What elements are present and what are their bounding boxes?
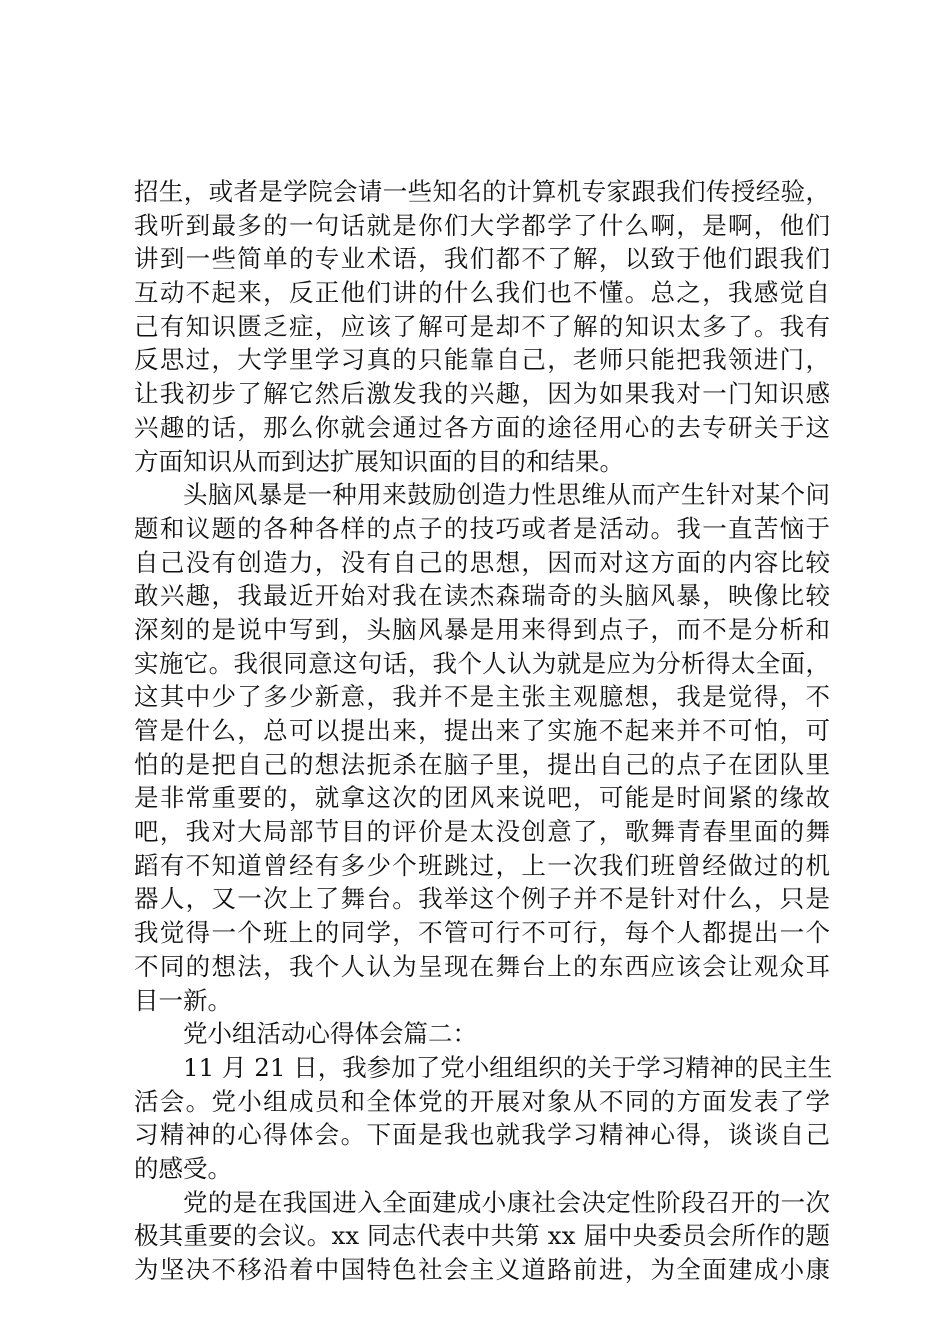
paragraph-line: 习精神的心得体会。下面是我也就我学习精神心得，谈谈自己 bbox=[134, 1120, 830, 1150]
paragraph-line: 目一新。 bbox=[134, 985, 232, 1015]
paragraph-line: 管是什么，总可以提出来，提出来了实施不起来并不可怕，可 bbox=[134, 716, 830, 745]
paragraph-line: 兴趣的话，那么你就会通过各方面的途径用心的去专研关于这 bbox=[134, 412, 830, 442]
paragraph-line: 自己没有创造力，没有自己的思想，因而对这方面的内容比较 bbox=[134, 547, 830, 577]
paragraph-line: 己有知识匮乏症，应该了解可是却不了解的知识太多了。我有 bbox=[134, 311, 830, 341]
paragraph-line: 我觉得一个班上的同学，不管可行不可行，每个人都提出一个 bbox=[134, 918, 830, 948]
paragraph-line: 深刻的是说中写到，头脑风暴是用来得到点子，而不是分析和 bbox=[134, 614, 830, 644]
paragraph-line: 极其重要的会议。xx 同志代表中共第 xx 届中央委员会所作的题 bbox=[134, 1221, 830, 1251]
paragraph-line: 这其中少了多少新意，我并不是主张主观臆想，我是觉得，不 bbox=[134, 682, 830, 712]
paragraph-line: 怕的是把自己的想法扼杀在脑子里，提出自己的点子在团队里 bbox=[134, 749, 830, 779]
paragraph-line: 我听到最多的一句话就是你们大学都学了什么啊，是啊，他们 bbox=[134, 210, 830, 240]
paragraph-line: 敢兴趣，我最近开始对我在读杰森瑞奇的头脑风暴，映像比较 bbox=[134, 581, 830, 611]
paragraph-line: 方面知识从而到达扩展知识面的目的和结果。 bbox=[134, 446, 624, 476]
paragraph-line: 是非常重要的，就拿这次的团风来说吧，可能是时间紧的缘故 bbox=[134, 783, 830, 813]
paragraph-line: 讲到一些简单的专业术语，我们都不了解，以致于他们跟我们 bbox=[134, 244, 830, 274]
paragraph-line: 反思过，大学里学习真的只能靠自己，老师只能把我领进门， bbox=[134, 345, 830, 375]
paragraph-line: 头脑风暴是一种用来鼓励创造力性思维从而产生针对某个问 bbox=[183, 480, 830, 510]
paragraph-line: 蹈有不知道曾经有多少个班跳过，上一次我们班曾经做过的机 bbox=[134, 850, 830, 880]
paragraph-line: 让我初步了解它然后激发我的兴趣，因为如果我对一门知识感 bbox=[134, 379, 830, 409]
section-heading: 党小组活动心得体会篇二： bbox=[183, 1019, 477, 1049]
paragraph-line: 11 月 21 日，我参加了党小组组织的关于学习精神的民主生 bbox=[183, 1052, 833, 1082]
paragraph-line: 吧，我对大局部节目的评价是太没创意了，歌舞青春里面的舞 bbox=[134, 817, 830, 847]
document-body bbox=[134, 175, 833, 1287]
paragraph-line: 为坚决不移沿着中国特色社会主义道路前进，为全面建成小康 bbox=[134, 1255, 830, 1284]
paragraph-line: 器人，又一次上了舞台。我举这个例子并不是针对什么，只是 bbox=[134, 884, 830, 914]
paragraph-line: 实施它。我很同意这句话，我个人认为就是应为分析得太全面， bbox=[134, 648, 830, 678]
paragraph-line: 党的是在我国进入全面建成小康社会决定性阶段召开的一次 bbox=[183, 1187, 830, 1217]
paragraph-line: 招生，或者是学院会请一些知名的计算机专家跟我们传授经验， bbox=[134, 177, 830, 206]
paragraph-line: 活会。党小组成员和全体党的开展对象从不同的方面发表了学 bbox=[134, 1086, 830, 1116]
paragraph-line: 互动不起来，反正他们讲的什么我们也不懂。总之，我感觉自 bbox=[134, 278, 830, 308]
paragraph-line: 不同的想法，我个人认为呈现在舞台上的东西应该会让观众耳 bbox=[134, 951, 830, 981]
paragraph-line: 题和议题的各种各样的点子的技巧或者是活动。我一直苦恼于 bbox=[134, 513, 830, 543]
paragraph-line: 的感受。 bbox=[134, 1153, 232, 1183]
